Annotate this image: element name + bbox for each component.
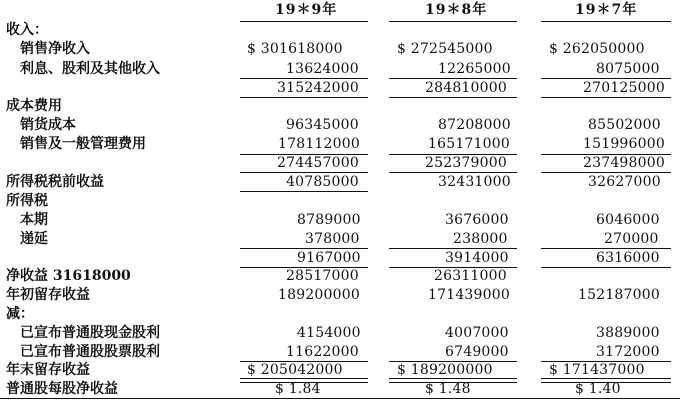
row-value: $ 205042000 xyxy=(247,362,343,378)
row-label: 所得税 xyxy=(6,193,48,209)
row-value: 284810000 xyxy=(425,80,507,96)
row-value: 315242000 xyxy=(277,80,359,96)
subtotal-rule xyxy=(541,248,671,249)
subtotal-rule xyxy=(541,267,671,268)
subtotal-rule xyxy=(389,78,517,79)
row-label: 销货成本 xyxy=(20,117,76,133)
row-value: 252379000 xyxy=(425,155,507,171)
row-value: 28517000 xyxy=(286,268,359,284)
subtotal-rule xyxy=(541,78,671,79)
subtotal-rule xyxy=(389,248,517,249)
row-value: 274457000 xyxy=(277,155,359,171)
row-value: 189200000 xyxy=(278,287,360,303)
subtotal-rule xyxy=(240,191,368,192)
row-label: 所得税税前收益 xyxy=(6,174,104,190)
row-label: 本期 xyxy=(20,212,48,228)
row-value: 165171000 xyxy=(428,136,510,152)
row-value: $ 262050000 xyxy=(549,41,645,57)
row-value: $ 272545000 xyxy=(397,41,493,57)
row-value: 32431000 xyxy=(438,174,511,190)
row-label: 已宣布普通股现金股利 xyxy=(20,325,160,341)
row-label: 年初留存收益 xyxy=(6,287,90,303)
row-value: $ 171437000 xyxy=(549,362,645,378)
row-label: 成本费用 xyxy=(6,98,62,114)
row-label: 净收益 31618000 xyxy=(6,268,131,284)
row-label: 利息、股利及其他收入 xyxy=(20,61,160,77)
row-value: 12265000 xyxy=(438,61,511,77)
row-value: 87208000 xyxy=(438,117,511,133)
row-value: 8075000 xyxy=(596,61,660,77)
row-value: 40785000 xyxy=(286,174,359,190)
row-value: 152187000 xyxy=(578,287,660,303)
header-rule xyxy=(240,21,368,22)
row-value: 3676000 xyxy=(445,212,509,228)
row-value: 270000 xyxy=(604,231,659,247)
row-value: 3914000 xyxy=(445,250,509,266)
subtotal-rule xyxy=(389,172,517,173)
row-value: 11622000 xyxy=(286,344,359,360)
row-value: 237498000 xyxy=(583,155,665,171)
subtotal-rule xyxy=(389,97,517,98)
bottom-rule xyxy=(0,398,680,399)
row-value: 151996000 xyxy=(583,136,665,152)
row-label: 减： xyxy=(6,306,34,322)
row-value: 171439000 xyxy=(428,287,510,303)
row-value: 26311000 xyxy=(434,268,507,284)
subtotal-rule xyxy=(240,172,368,173)
row-value: 378000 xyxy=(305,231,360,247)
row-label: 已宣布普通股股票股利 xyxy=(20,344,160,360)
row-value: 8789000 xyxy=(297,212,361,228)
row-value: $ 189200000 xyxy=(397,362,493,378)
row-value: $ 1.48 xyxy=(425,381,471,397)
header-rule xyxy=(389,21,517,22)
row-value: 85502000 xyxy=(588,117,661,133)
row-value: 4007000 xyxy=(445,325,509,341)
row-value: 13624000 xyxy=(286,61,359,77)
subtotal-rule xyxy=(240,248,368,249)
header-year-3: 19＊7年 xyxy=(575,2,638,18)
header-year-1: 19＊9年 xyxy=(275,2,338,18)
row-label: 销售及一般管理费用 xyxy=(20,136,146,152)
row-value: 3172000 xyxy=(596,344,660,360)
row-value: 32627000 xyxy=(588,174,661,190)
subtotal-rule xyxy=(541,172,671,173)
row-label: 收入： xyxy=(6,22,48,38)
row-value: 6316000 xyxy=(596,250,660,266)
row-value: 3889000 xyxy=(596,325,660,341)
row-value: 6749000 xyxy=(445,344,509,360)
row-value: $ 1.40 xyxy=(575,381,621,397)
row-value: 238000 xyxy=(453,231,508,247)
row-label: 年末留存收益 xyxy=(6,362,90,378)
row-value: 4154000 xyxy=(297,325,361,341)
subtotal-rule xyxy=(541,97,671,98)
row-value: 6046000 xyxy=(596,212,660,228)
row-label: 普通股每股净收益 xyxy=(6,381,118,397)
row-value: 270125000 xyxy=(583,80,665,96)
row-value: $ 301618000 xyxy=(247,41,343,57)
row-label: 递延 xyxy=(20,231,48,247)
row-value: 9167000 xyxy=(297,250,361,266)
row-value: $ 1.84 xyxy=(275,381,321,397)
row-value: 96345000 xyxy=(286,117,359,133)
subtotal-rule xyxy=(240,97,368,98)
header-year-2: 19＊8年 xyxy=(425,2,488,18)
header-rule xyxy=(541,21,671,22)
row-label: 销售净收入 xyxy=(20,41,90,57)
subtotal-rule xyxy=(240,78,368,79)
row-value: 178112000 xyxy=(278,136,360,152)
